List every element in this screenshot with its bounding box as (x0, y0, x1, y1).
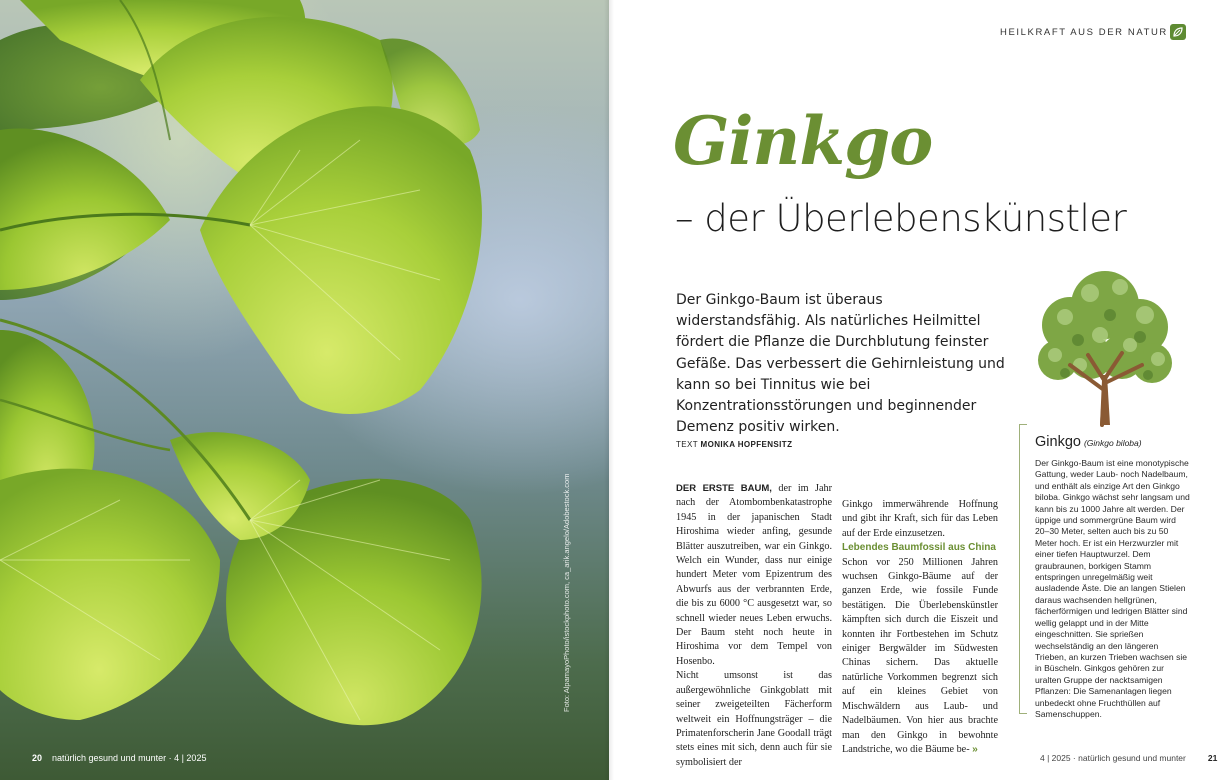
left-footer-text: natürlich gesund und munter · 4 | 2025 (52, 753, 207, 763)
paragraph-2: Nicht umsonst ist das außergewöhnliche Ginkgoblatt mit seiner zweigeteilten Fächerform weltweit ein Hoffnungsträger – die Primatenforscherin Jane Goodall trägt stets eines mit sich, denn auch für sie symbolisiert der (676, 670, 832, 768)
section-kicker: HEILKRAFT AUS DER NATUR (1000, 27, 1168, 38)
paragraph-1-text: der im Jahr nach der Atombombenkatastrophe 1945 in der japanischen Stadt Hiroshima wieder anfing, gesunde Blätter auszutreiben, war ein Ginkgo. Welch ein Wunder, dass nur einige hundert Meter vom Epizentrum des Abwurfs aus der verbrannten Erde, die bis zu 6000 °C ausgesetzt war, so schnell wieder neues Leben erwuchs. Der Baum steht noch heute in Hiroshima vor dem Tempel von Hosenbo. (676, 483, 832, 667)
info-box (1019, 424, 1190, 719)
article-subtitle: – der Überlebenskünstler (675, 197, 1127, 240)
left-page-number: 20 (32, 753, 43, 763)
info-box-heading: Ginkgo (1035, 434, 1081, 450)
info-box-body: Der Ginkgo-Baum ist eine monotypische Gattung, weder Laub- noch Nadelbaum, und enthält als einzige Art den Ginkgo biloba. Ginkgo wächst sehr langsam und kann bis zu 1000 Jahre alt werden. Der üppige und sommergrüne Baum wird 20–30 Meter, selten auch bis zu 50 Meter hoch. Er ist ein Herzwurzler mit einer tiefen Hauptwurzel. Dem graubraunen, borkigen Stamm entspringen unregelmäßig weit ausladende Äste. Die an langen Stielen daraus wachsenden hellgrünen, fächerförmigen und ledrigen Blätter sind wellig gelappt und in der Mitte eingeschnitten. Sie sprießen wechselständig an den längeren Trieben, an kurzen Trieben wachsen sie in Büscheln. Ginkgos gehören zur uralten Gruppe der nacktsamigen Pflanzen: Die Samenanlagen liegen unbedeckt ohne Fruchthüllen auf Samenschuppen. (1035, 458, 1190, 719)
paragraph-3: Ginkgo immerwährende Hoffnung und gibt ihr Kraft, sich für das Leben auf der Erde einzusetzen. (842, 499, 998, 539)
photo-credit: Foto: AlpamayoPhoto/istockphoto.com, ca_arik.angelo/Adobestock.com (562, 473, 571, 712)
page-gutter (604, 0, 614, 780)
right-footer (1040, 753, 1217, 763)
article-column-1 (676, 482, 832, 770)
paragraph-1 (676, 482, 832, 669)
continue-arrow-icon: » (972, 743, 978, 755)
ginkgo-tree-illustration (1030, 265, 1180, 427)
botanical-name: (Ginkgo biloba) (1083, 438, 1142, 448)
byline-author: MONIKA HOPFENSITZ (700, 440, 793, 449)
info-box-title (1035, 434, 1142, 450)
subheading: Lebendes Baumfossil aus China (842, 542, 996, 554)
right-footer-text: 4 | 2025 · natürlich gesund und munter (1040, 753, 1186, 763)
leaf-badge (1170, 24, 1186, 40)
paragraph-4 (842, 556, 998, 758)
right-page-number: 21 (1207, 753, 1218, 763)
lead-in: DER ERSTE BAUM, (676, 483, 772, 494)
left-footer (32, 753, 206, 763)
article-column-2 (842, 498, 998, 757)
article-title: Ginkgo (673, 102, 933, 180)
leaf-icon (1172, 26, 1184, 38)
byline-label: TEXT (676, 440, 698, 449)
byline (676, 440, 792, 449)
article-intro: Der Ginkgo-Baum ist überaus widerstandsfähig. Als natürliches Heilmittel fördert die Pflanze die Durchblutung feinster Gefäße. Das verbessert die Gehirnleistung und kann so bei Tinnitus wie bei Konzentrationsstörungen und beginnender Demenz positiv wirken. (676, 292, 1005, 436)
paragraph-4-text: Schon vor 250 Millionen Jahren wuchsen Ginkgo-Bäume auf der ganzen Erde, wie fossile Funde bestätigen. Die Überlebenskünstler kämpften sich durch die Eiszeit und konnten ihr Fortbestehen im Schutz einiger Bergwälder im Südwesten Chinas sichern. Das aktuelle natürliche Vorkommen begrenzt sich auf ein kleines Gebiet von Mischwäldern aus Laub- und Nadelbäumen. Von hier aus brachte man den Ginkgo in bewohnte Landstriche, wo die Bäume be- (842, 556, 998, 755)
